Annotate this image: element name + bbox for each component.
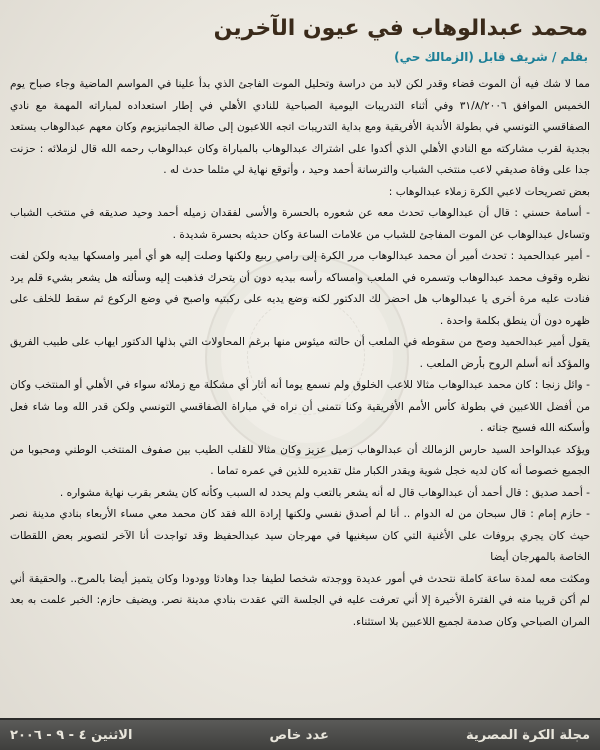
issue-date: الاثنين ٤ - ٩ - ٢٠٠٦ xyxy=(10,727,133,743)
author-byline: بقلم / شريف قابل (الزمالك حي) xyxy=(394,50,588,64)
article-body xyxy=(10,74,590,702)
footer-bar xyxy=(0,718,600,750)
article-paragraph: - أحمد صديق : قال أحمد أن عبدالوهاب قال له أنه يشعر بالتعب ولم يحدد له السبب وكأنه كان يشعر بقرب نهاية مشواره . xyxy=(59,486,590,499)
article-title: محمد عبدالوهاب في عيون الآخرين xyxy=(213,16,588,41)
article-paragraph: يقول أمير عبدالحميد وصح من سقوطه في الملعب أن حالته ميئوس منها برغم المحاولات التي بذلها الدكتور ايهاب على طبيب الفريق والمؤكد أنه أسلم الروح بأرض الملعب . xyxy=(10,336,590,370)
article-paragraph: - أسامة حسني : قال أن عبدالوهاب تحدث معه عن شعوره بالحسرة والأسى لفقدان زميله أحمد وحيد صديقه في منتخب الشباب وتساءل عبدالوهاب عن الموت المفاجئ للشباب من علامات الساعة وكان حديثه بحسرة شديدة . xyxy=(10,207,590,241)
article-paragraph: بعض تصريحات لاعبي الكرة زملاء عبدالوهاب : xyxy=(388,185,590,198)
article-paragraph: مما لا شك فيه أن الموت قضاء وقدر لكن لابد من دراسة وتحليل الموت الفاجئ الذي بدأ علينا في المواسم الماضية وجاء صباح يوم الخميس الموافق ٣١/٨/٢٠٠٦ وفي أثناء التدريبات اليومية الصباحية للنادي الأهلي في إطار استعداده لمباراته المهمة مع نادي الصفاقسي التونسي في بطولة الأندية الأفريقية ومع بداية التدريبات اتجه اللاعبون إلى صالة الجمانيزيوم وكان معهم عبدالوهاب يستعد بجدية لقرب مشاركته مع النادي الأهلي الذي أكدوا على اشتراك عبدالوهاب بالمباراة وكان عبدالوهاب رحمه الله قال لزملائه : حزنت جدا على وفاة صديقي لاعب منتخب الشباب والترسانة أحمد وحيد ، وأتوقع نهاية لي مثلما حدث له . xyxy=(10,78,590,176)
article-paragraph: - حازم إمام : قال سبحان من له الدوام .. أنا لم أصدق نفسي ولكنها إرادة الله فقد كان محمد معي مساء الأربعاء بنادي مدينة نصر حيث كان يجري بروفات على الأغنية التي كان سيغنيها في مهرجان سيد عبدالحفيظ وقد تواجدت أنا الآخر لتصوير بعض اللقطات الخاصة بالمهرجان أيضا xyxy=(10,508,590,563)
article-paragraph: ومكثت معه لمدة ساعة كاملة نتحدث في أمور عديدة ووجدته شخصا لطيفا جدا وهادئا وودودا وكان يتميز أيضا بالمرح.. والحقيقة أني لم أكن قريبا منه في الفترة الأخيرة إلا أني تعرفت عليه في الجلسة التي عقدت بنادي مدينة نصر. ويضيف حازم: الخبر علمت به بعد المران الصباحي وكان صدمة لجميع اللاعبين بلا استثناء. xyxy=(10,572,590,628)
article-paragraph: - أمير عبدالحميد : تحدث أمير أن محمد عبدالوهاب مرر الكرة إلى رامي ربيع ولكنها وصلت إليه هو أي أمير وامسكها بيديه ولكن لفت نظره وقوف محمد عبدالوهاب وتسمره في الملعب وامساكه رأسه بيديه دون أن يتحرك فذهبت إليه وسألته هل يشعر بشيء قلم يرد فنادت عليه مرة أخرى يا عبدالوهاب هل احضر لك الدكتور لكنه وضع يديه على ركبتيه واصبح في وضع الركوع ثم سقط للخلف على ظهره دون أن ينطق بكلمة واحدة . xyxy=(10,250,590,327)
article-paragraph: ويؤكد عبدالواحد السيد حارس الزمالك أن عبدالوهاب زميل عزيز وكان مثالا للقلب الطيب بين صفوف المنتخب الوطني ومحبوبا من الجميع خصوصا أنه كان لديه خجل شوية ويقدر الكبار مثل تقديره للذين في عمره تماما . xyxy=(10,443,590,477)
issue-label: عدد خاص xyxy=(269,727,329,743)
article-paragraph: - وائل زنجا : كان محمد عبدالوهاب مثالا للاعب الخلوق ولم نسمع يوما أنه أثار أي مشكلة مع زملائه سواء في الأهلي أو المنتخب وكان من أفضل اللاعبين في بطولة كأس الأمم الأفريقية وكنا نتمنى أن نراه في مباراة الصفاقسي التونسي ولكن قدر الله وما شاء فعل وأسكنه الله فسيح جناته . xyxy=(10,379,590,434)
magazine-name: مجلة الكرة المصرية xyxy=(465,727,590,743)
